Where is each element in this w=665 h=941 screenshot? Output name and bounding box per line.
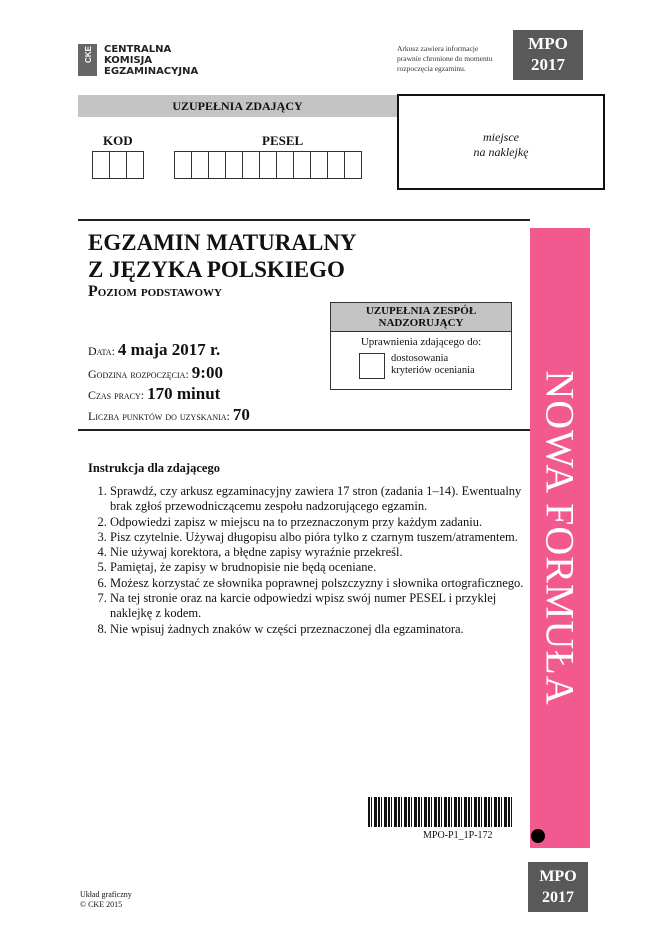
list-item: 2. Odpowiedzi zapisz w miejscu na to przeznaczonym przy każdym zadaniu.	[110, 515, 540, 530]
start-value: 9:00	[191, 363, 223, 382]
logo-line: CENTRALNA	[104, 44, 172, 55]
candidate-section-heading: UZUPEŁNIA ZDAJĄCY	[78, 95, 397, 117]
exam-level: Poziom podstawowy	[88, 283, 222, 300]
instructions-heading: Instrukcja dla zdającego	[88, 461, 220, 475]
exam-code-badge-top	[513, 30, 583, 80]
note-line: Arkusz zawiera informacje	[397, 44, 479, 53]
date-value: 4 maja 2017 r.	[117, 340, 221, 359]
logo-line: KOMISJA	[104, 55, 153, 66]
barcode	[368, 797, 512, 827]
list-item: 1. Sprawdź, czy arkusz egzaminacyjny zawiera 17 stron (zadania 1–14). Ewentualny brak zgłoś przewodniczącemu zespołu nadzorującego egzamin.	[110, 484, 540, 515]
list-item: 6. Możesz korzystać ze słownika poprawnej polszczyzny i słownika ortograficznego.	[110, 576, 540, 591]
time-label: Czas pracy:	[88, 388, 145, 402]
exam-start	[88, 363, 223, 383]
cke-logo-text	[104, 44, 198, 77]
supervisors-heading	[331, 303, 511, 332]
badge-year: 2017	[542, 889, 574, 906]
list-item: 5. Pamiętaj, że zapisy w brudnopisie nie będą oceniane.	[110, 560, 540, 575]
option-line: kryteriów oceniania	[391, 365, 475, 376]
title-line: Z JĘZYKA POLSKIEGO	[88, 257, 345, 282]
start-label: Godzina rozpoczęcia:	[88, 367, 189, 381]
exam-points	[88, 405, 250, 425]
adaptation-checkbox[interactable]	[359, 353, 385, 379]
confidential-note	[397, 44, 493, 74]
badge-code: MPO	[539, 868, 577, 885]
exam-date	[88, 340, 220, 360]
list-item: 7. Na tej stronie oraz na karcie odpowiedzi wpisz swój numer PESEL i przyklej naklejkę z kodem.	[110, 591, 540, 622]
date-label: Data:	[88, 344, 115, 358]
credit-line: Układ graficzny	[80, 890, 132, 899]
supervisors-box	[330, 302, 512, 390]
pesel-label: PESEL	[262, 133, 304, 148]
layout-credit	[80, 890, 132, 910]
list-item: 4. Nie używaj korektora, a błędne zapisy wyraźnie przekreśl.	[110, 545, 540, 560]
rights-label: Uprawnienia zdającego do:	[360, 336, 482, 348]
time-value: 170 minut	[147, 384, 221, 403]
badge-year: 2017	[531, 55, 565, 74]
exam-duration	[88, 384, 220, 404]
divider	[78, 219, 530, 221]
new-formula-text: NOWA FORMUŁA	[537, 370, 583, 706]
kod-label: KOD	[103, 133, 133, 148]
exam-code-badge-bottom	[528, 862, 588, 912]
heading-line: UZUPEŁNIA ZESPÓŁ	[365, 305, 477, 317]
sticker-label: na naklejkę	[473, 145, 529, 159]
note-line: rozpoczęcia egzaminu.	[397, 64, 466, 73]
option-line: dostosowania	[391, 353, 449, 364]
divider	[78, 429, 530, 431]
list-item: 8. Nie wpisuj żadnych znaków w części przeznaczonej dla egzaminatora.	[110, 622, 540, 637]
cke-logo-icon: CKE	[78, 44, 97, 76]
points-value: 70	[232, 405, 250, 424]
sticker-label: miejsce	[483, 130, 519, 144]
note-line: prawnie chronione do momentu	[397, 54, 493, 63]
instructions-list	[88, 484, 540, 637]
sticker-area	[397, 94, 605, 190]
heading-line: NADZORUJĄCY	[378, 317, 464, 329]
title-line: EGZAMIN MATURALNY	[88, 230, 357, 255]
pesel-input[interactable]	[174, 151, 362, 179]
badge-code: MPO	[528, 34, 568, 53]
logo-line: EGZAMINACYJNA	[104, 66, 199, 77]
kod-input[interactable]	[92, 151, 144, 179]
credit-line: © CKE 2015	[80, 900, 123, 909]
exam-title	[88, 229, 357, 283]
list-item: 3. Pisz czytelnie. Używaj długopisu albo pióra tylko z czarnym tuszem/atramentem.	[110, 530, 540, 545]
barcode-text: MPO-P1_1P-172	[423, 830, 493, 841]
marker-dot	[531, 829, 545, 843]
adaptation-label	[391, 353, 475, 377]
points-label: Liczba punktów do uzyskania:	[88, 409, 230, 423]
